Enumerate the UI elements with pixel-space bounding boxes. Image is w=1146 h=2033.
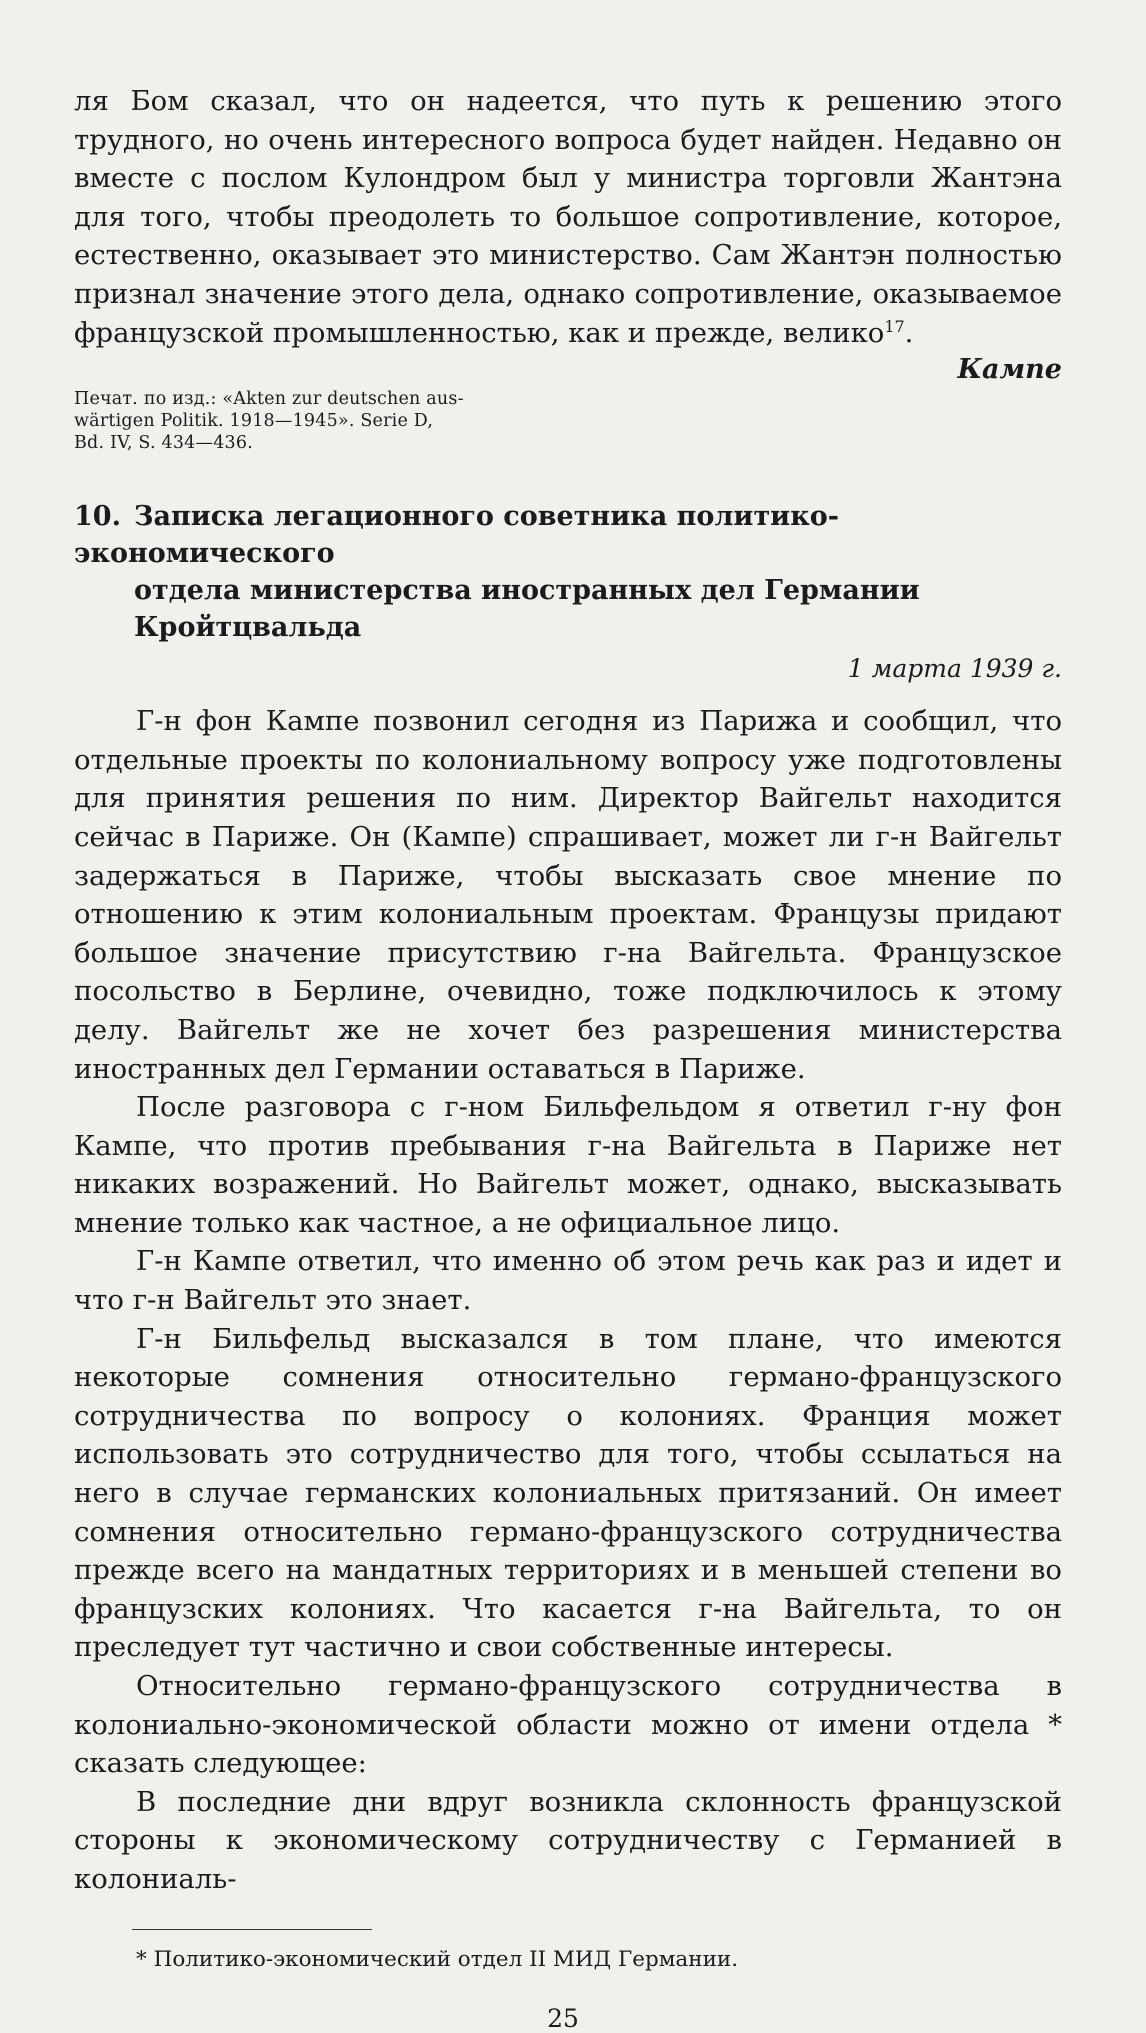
- opening-paragraph-text: ля Бом сказал, что он надеется, что путь к решению этого трудного, но очень интересного вопроса будет найден. Недавно он вместе с послом Кулондром был у министра торговли Жантэна для того, чтобы преодолеть то большое сопротивление, которое, естественно, оказывает это министерство. Сам Жантэн полностью признал значение этого дела, однако сопротивление, оказываемое французской промышленностью, как и прежде, велико: [74, 85, 1062, 349]
- source-citation: [74, 388, 604, 454]
- paragraph: Г-н Бильфельд высказался в том плане, что имеются некоторые сомнения относительно германо-французского сотрудничества по вопросу о колониях. Франция может использовать это сотрудничество для того, чтобы ссылаться на него в случае германских колониальных притязаний. Он имеет сомнения относительно германо-французского сотрудничества прежде всего на мандатных территориях и в меньшей степени во французских колониях. Что касается г-на Вайгельта, то он преследует тут частично и свои собственные интересы.: [74, 1322, 1062, 1664]
- document-number: 10.: [74, 501, 121, 533]
- source-line: wärtigen Politik. 1918—1945». Serie D,: [74, 411, 434, 432]
- paragraph: Г-н Кампе ответил, что именно об этом речь как раз и идет и что г-н Вайгельт это знает.: [74, 1245, 1062, 1317]
- source-line: Печат. по изд.: «Akten zur deutschen aus-: [74, 389, 464, 410]
- source-line: Bd. IV, S. 434—436.: [74, 433, 253, 454]
- paragraph: Относительно германо-французского сотрудничества в колониально-экономической области можно от имени отдела * сказать следующее:: [74, 1670, 1062, 1780]
- page-number: 25: [547, 2003, 579, 2033]
- opening-paragraph: [74, 82, 1062, 352]
- signature: Кампе: [957, 354, 1062, 386]
- footnote: * Политико-экономический отдел II МИД Германии.: [136, 1946, 739, 1972]
- paragraph: В последние дни вдруг возникла склонность французской стороны к экономическому сотрудничеству с Германией в колониаль-: [74, 1785, 1062, 1895]
- document-title-line1: Записка легационного советника политико-экономического: [74, 501, 839, 570]
- document-title-line2: отдела министерства иностранных дел Германии Кройтцвальда: [134, 575, 920, 644]
- footnote-divider: [132, 1929, 372, 1930]
- footnote-ref: 17: [884, 316, 905, 336]
- paragraph: Г-н фон Кампе позвонил сегодня из Парижа и сообщил, что отдельные проекты по колониальному вопросу уже подготовлены для принятия решения по ним. Директор Вайгельт находится сейчас в Париже. Он (Кампе) спрашивает, может ли г-н Вайгельт задержаться в Париже, чтобы высказать свое мнение по отношению к этим колониальным проектам. Французы придают большое значение присутствию г-на Вайгельта. Французское посольство в Берлине, очевидно, тоже подключилось к этому делу. Вайгельт же не хочет без разрешения министерства иностранных дел Германии оставаться в Париже.: [74, 705, 1062, 1085]
- opening-end: .: [904, 316, 914, 349]
- document-date: 1 марта 1939 г.: [847, 654, 1062, 684]
- document-heading: [74, 498, 1062, 646]
- paragraph: После разговора с г-ном Бильфельдом я ответил г-ну фон Кампе, что против пребывания г-на Вайгельта в Париже нет никаких возражений. Но Вайгельт может, однако, высказывать мнение только как частное, а не официальное лицо.: [74, 1091, 1062, 1239]
